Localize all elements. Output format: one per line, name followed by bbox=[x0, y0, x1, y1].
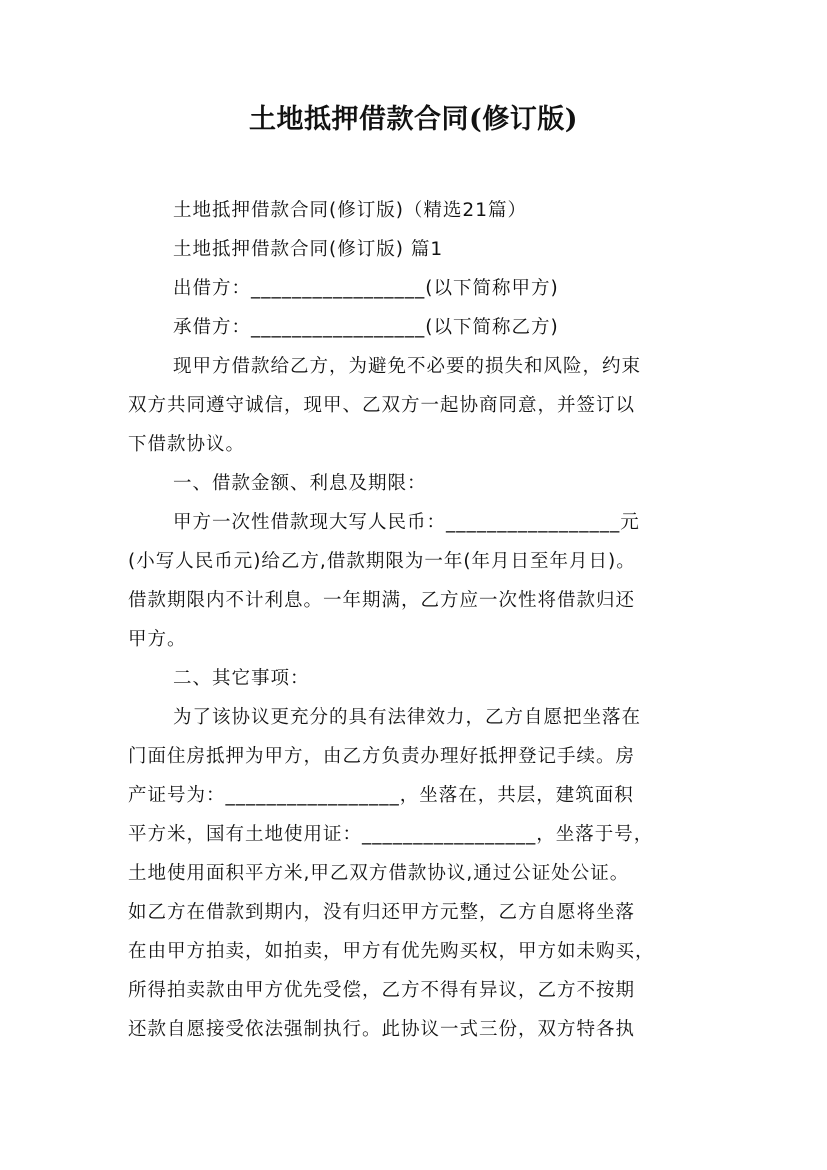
paragraph-line: 在由甲方拍卖，如拍卖，甲方有优先购买权，甲方如未购买， bbox=[128, 941, 655, 962]
paragraph-line: 甲方一次性借款现大写人民币：_________________元 bbox=[173, 512, 640, 533]
paragraph-line: 下借款协议。 bbox=[128, 434, 246, 455]
paragraph-line: 借款期限内不计利息。一年期满，乙方应一次性将借款归还 bbox=[128, 590, 636, 611]
paragraph-line: 产证号为：_________________，坐落在，共层，建筑面积 bbox=[128, 785, 634, 806]
paragraph-line: (小写人民币元)给乙方,借款期限为一年(年月日至年月日)。 bbox=[128, 551, 636, 572]
section-heading-line: 土地抵押借款合同(修订版) 篇1 bbox=[173, 239, 444, 260]
clause-heading-1: 一、借款金额、利息及期限： bbox=[173, 473, 427, 494]
paragraph-line: 土地使用面积平方米,甲乙双方借款协议,通过公证处公证。 bbox=[128, 863, 630, 884]
paragraph-line: 双方共同遵守诚信，现甲、乙双方一起协商同意，并签订以 bbox=[128, 395, 636, 416]
borrower-line: 承借方：_________________(以下简称乙方) bbox=[173, 317, 559, 338]
subtitle-line: 土地抵押借款合同(修订版)（精选21篇） bbox=[173, 200, 527, 221]
clause-heading-2: 二、其它事项： bbox=[173, 668, 310, 689]
paragraph-line: 为了该协议更充分的具有法律效力，乙方自愿把坐落在 bbox=[173, 707, 642, 728]
paragraph-line: 还款自愿接受依法强制执行。此协议一式三份，双方特各执 bbox=[128, 1019, 636, 1040]
paragraph-line: 现甲方借款给乙方，为避免不必要的损失和风险，约束 bbox=[173, 356, 642, 377]
paragraph-line: 所得拍卖款由甲方优先受偿，乙方不得有异议，乙方不按期 bbox=[128, 980, 636, 1001]
paragraph-line: 门面住房抵押为甲方，由乙方负责办理好抵押登记手续。房 bbox=[128, 746, 636, 767]
document-title: 土地抵押借款合同(修订版) bbox=[248, 104, 579, 135]
paragraph-line: 如乙方在借款到期内，没有归还甲方元整，乙方自愿将坐落 bbox=[128, 902, 636, 923]
lender-line: 出借方：_________________(以下简称甲方) bbox=[173, 278, 559, 299]
paragraph-line: 平方米，国有土地使用证：_________________，坐落于号， bbox=[128, 824, 654, 845]
paragraph-line: 甲方。 bbox=[128, 629, 187, 650]
